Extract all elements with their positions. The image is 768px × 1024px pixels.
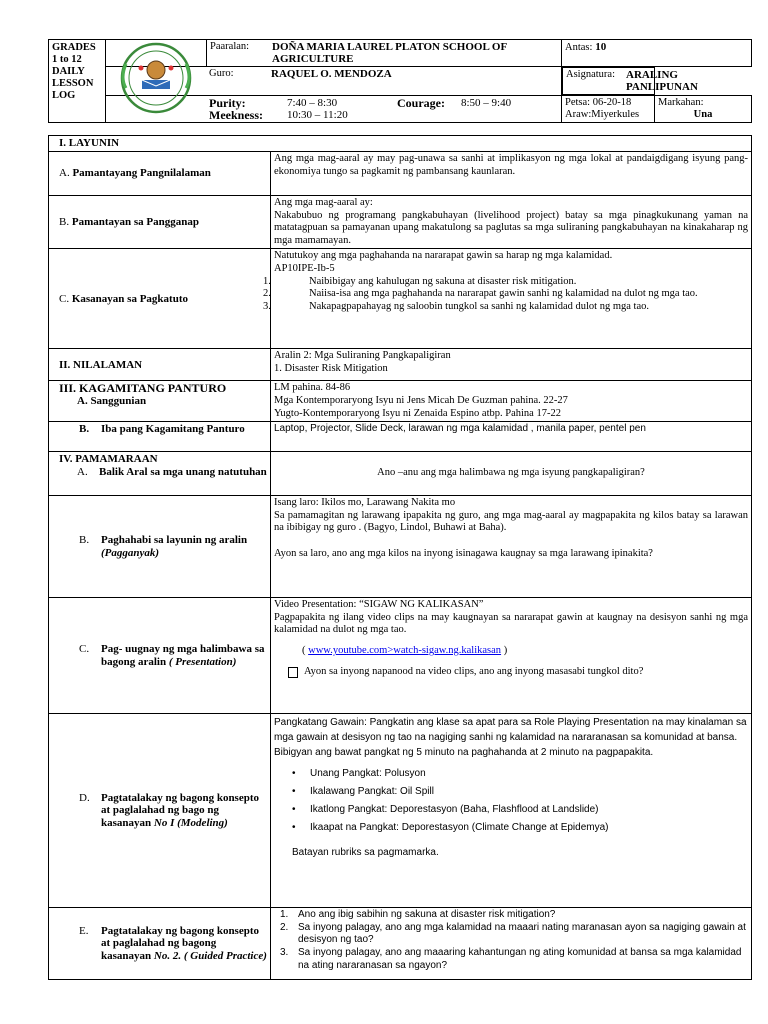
lesson-plan-table [48,135,752,980]
schedule-time: 8:50 – 9:40 [461,97,512,109]
row-text-sanggunian: LM pahina. 84-86 Mga Kontemporaryong Isyu ni Jens Micah De Guzman pahina. 22-27 Yugto-Kontemporaryong Isyu ni Zenaida Espino atbp. Pahina 17-22 [271,381,752,422]
list-item: • Unang Pangkat: Polusyon [292,768,426,780]
row-text-e [271,908,752,980]
day-value: Miyerkules [591,109,640,120]
row-text-paghahabi: Isang laro: Ikilos mo, Larawang Nakita mo Sa pamamagitan ng larawang ipapakita ng guro, ang mga mag-aaral ay magpapakita ng kilos batay sa larawan na ibibigay ng guro . (Bagyo, Lindol, Buhawi at Baha). Ayon sa laro, ano ang mga kilos na inyong isinagawa kaugnay sa mga larawang ipinakita? [271,496,752,598]
row-text-c: Natutukoy ang mga paghahanda na nararapat gawin sa harap ng mga kalamidad. AP10IPE-Ib-5 1. Naibibigay ang kahulugan ng sakuna at disaster risk mitigation. 2. Naiisa-isa ang mga paghahanda na nararapat gawin sanhi ng kalamidad na dulot ng mga tao. 3. Nakapagpapahayag ng saloobin tungkol sa sanhi ng kalamidad dulot ng mga tao. [271,249,752,349]
schedule-time: 10:30 – 11:20 [287,109,348,121]
list-item: 3. Sa inyong palagay, ano ang maaaring kahantungan ng ating komunidad at bansa sa mga kalamidad na ating nararanasan sa ngayon? [280,946,742,971]
grade-value: 10 [595,41,607,53]
list-item: • Ikaapat na Pangkat: Deporestasyon (Climate Change at Epidemya) [292,822,609,834]
row-label-c: C. Kasanayan sa Pagkatuto [49,249,271,349]
schedule-time: 7:40 – 8:30 [287,97,338,109]
school-name: DOÑA MARIA LAUREL PLATON SCHOOL OF AGRICULTURE [272,41,507,65]
subject-label: Asignatura: [566,69,616,80]
list-item: 3. Nakapagpapahayag ng saloobin tungkol sa sanhi ng kalamidad dulot ng mga tao. [263,300,650,312]
teacher-name: RAQUEL O. MENDOZA [271,68,392,80]
list-item: 2. Naiisa-isa ang mga paghahanda na nararapat gawin sanhi ng kalamidad na dulot ng mga tao. [263,288,698,300]
row-text-balik: Ano –anu ang mga halimbawa ng mga isyung pangkapaligiran? [271,452,752,496]
row-text-nilalaman: Aralin 2: Mga Suliraning Pangkapaligiran 1. Disaster Risk Mitigation [271,349,752,381]
row-label-pag-uugnay: C. Pag- uugnay ng mga halimbawa sa bagong aralin ( Presentation) [49,598,271,714]
school-cell [106,40,562,67]
section-nilalaman: II. NILALAMAN [49,349,271,381]
row-text-pag-uugnay: Video Presentation: “SIGAW NG KALIKASAN” Pagpapakita ng ilang video clips na may kaugnayan sa nararapat gawin at kaugnay na desisyon sanhi ng mga kalamidad na dulot ng mga tao. ( www.youtube.com>watch-sigaw.ng.kalikasan ) Ayon sa inyong napanood na video clips, ano ang inyong masasabi tungkol dito? [271,598,752,714]
youtube-link[interactable]: www.youtube.com>watch-sigaw.ng.kalikasan [308,644,502,656]
date-value: 06-20-18 [592,97,632,108]
grades-title: GRADES 1 to 12 DAILY LESSON LOG [49,40,106,123]
quarter-label: Markahan: [658,97,704,108]
row-label-iba: B. Iba pang Kagamitang Panturo [49,422,271,452]
row-label-paghahabi: B. Paghahabi sa layunin ng aralin (Pagganyak) [49,496,271,598]
schedule-key: Courage: [397,96,445,110]
schedule-key: Meekness: [209,108,263,122]
school-logo [106,40,207,66]
list-item: 1. Naibibigay ang kahulugan ng sakuna at disaster risk mitigation. [263,275,577,287]
row-label-d: D. Pagtatalakay ng bagong konsepto at paglalahad ng bago ng kasanayan No I (Modeling) [49,714,271,908]
lesson-log-header [48,39,752,123]
grade-cell [562,40,752,67]
day-label: Araw: [565,109,592,120]
row-label-e: E. Pagtatalakay ng bagong konsepto at paglalahad ng bagong kasanayan No. 2. ( Guided Practice) [49,908,271,980]
section-layunin: I. LAYUNIN [49,136,752,152]
grade-label: Antas: [565,42,593,53]
list-item: • Ikatlong Pangkat: Deporestasyon (Baha, Flashflood at Landslide) [292,804,599,816]
row-text-b: Ang mga mag-aaral ay: Nakabubuo ng programang pangkabuhayan (livelihood project) batay sa mga pinagkukunang yaman na matatagpuan sa pamayanan upang makatulong sa paglutas sa mga suliraning pangkabuhayan na kinakaharap ng mga mamamayan. [271,196,752,249]
checkbox-icon [288,667,298,678]
row-text-iba: Laptop, Projector, Slide Deck, larawan ng mga kalamidad , manila paper, pentel pen [271,422,752,452]
list-item: 1. Ano ang ibig sabihin ng sakuna at disaster risk mitigation? [280,909,556,921]
section-kagamitan: III. KAGAMITANG PANTURO A. Sanggunian [49,381,271,422]
subject-cell [562,67,698,95]
date-cell [562,96,655,123]
row-text-d: Pangkatang Gawain: Pangkatin ang klase sa apat para sa Role Playing Presentation na may kinalaman sa mga gawain at desisyon ng tao na nagiging sanhi ng kalamidad na nararanasan sa komunidad at bansa. Bibigyan ang bawat pangkat ng 5 minuto na paghahanda at 2 minuto na pagpapakita. • Unang Pangkat: Polusyon • Ikalawang Pangkat: Oil Spill • Ikatlong Pangkat: Deporestasyon (Baha, Flashflood at Landslide) • Ikaapat na Pangkat: Deporestasyon (Climate Change at Epidemya) Batayan rubriks sa pagmamarka. [271,714,752,908]
seal-icon [106,40,206,116]
schedule-key: Purity: [209,96,246,110]
quarter-value: Una [693,109,713,120]
list-item: 2. Sa inyong palagay, ano ang mga kalamidad na maaari nating maranasan ayon sa nagiging gawain at desisyon ng tao? [280,921,746,946]
quarter-cell [655,96,752,123]
date-label: Petsa: [565,97,591,108]
school-label: Paaralan: [210,41,250,52]
row-label-b: B. Pamantayan sa Pangganap [49,196,271,249]
subject-value: ARALING PANLIPUNAN [626,69,698,93]
row-label-a: A. Pamantayang Pangnilalaman [49,152,271,196]
section-pamamaraan: IV. PAMAMARAAN A. Balik Aral sa mga unang natutuhan [49,452,271,496]
teacher-label: Guro: [209,68,234,79]
list-item: • Ikalawang Pangkat: Oil Spill [292,786,434,798]
row-text-a: Ang mga mag-aaral ay may pag-unawa sa sanhi at implikasyon ng mga lokal at pandaigdigang isyung pang-ekonomiya tungo sa pagkamit ng pambansang kaunlaran. [271,152,752,196]
